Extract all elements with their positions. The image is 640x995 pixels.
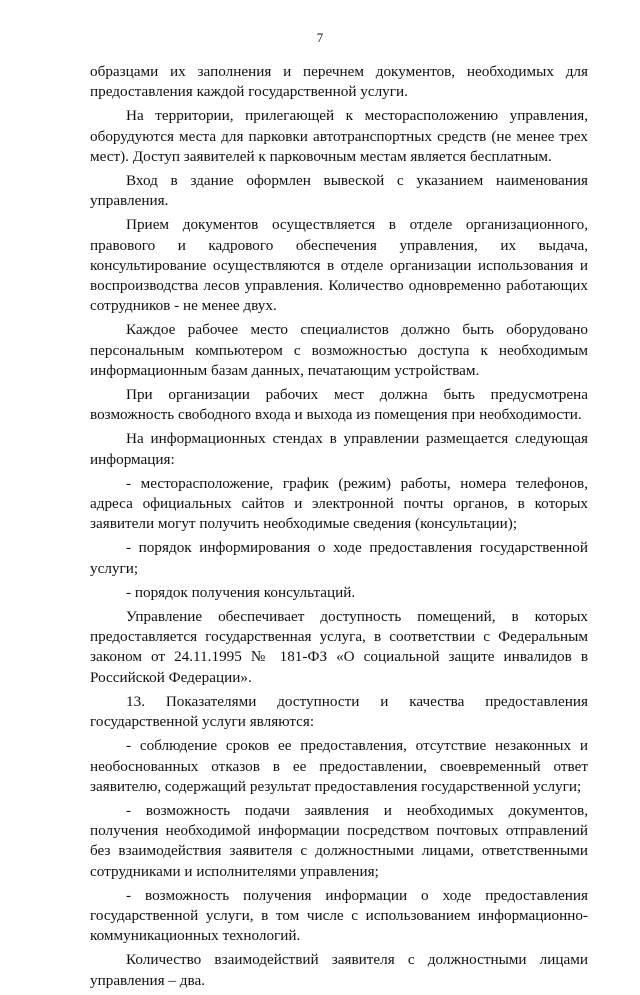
paragraph-document-intake: Прием документов осуществляется в отделе организационного, правового и кадрового обеспечения управления, их выдача, консультирование осуществляются в отделе организации использования и воспроизводства лесов управления. Количество одновременно работающих сотрудников - не менее двух. bbox=[90, 216, 588, 315]
paragraph-interactions-count: Количество взаимодействий заявителя с должностными лицами управления – два. bbox=[90, 951, 588, 989]
list-item-postal-submission: - возможность подачи заявления и необходимых документов, получения необходимой информации посредством почтовых отправлений без взаимодействия заявителя с должностными лицами, ответственными сотрудниками и исполнителями управления; bbox=[90, 801, 588, 880]
list-item-status-information: - возможность получения информации о ходе предоставления государственной услуги, в том числе с использованием информационно-коммуникационных технологий. bbox=[90, 886, 588, 945]
paragraph-workplaces: Каждое рабочее место специалистов должно быть оборудовано персональным компьютером с возможностью доступа к необходимым информационным базам данных, печатающим устройствам. bbox=[90, 321, 588, 379]
paragraph-workplace-access: При организации рабочих мест должна быть предусмотрена возможность свободного входа и выхода из помещения при необходимости. bbox=[90, 386, 588, 424]
list-item-location-schedule: - месторасположение, график (режим) работы, номера телефонов, адреса официальных сайтов и электронной почты органов, в которых заявители могут получить необходимые сведения (консультации); bbox=[90, 474, 588, 533]
page-number: 7 bbox=[316, 30, 324, 45]
list-item-deadlines: - соблюдение сроков ее предоставления, отсутствие незаконных и необоснованных отказов в ее предоставлении, своевременный ответ заявителю, содержащий результат предоставления государственной услуги; bbox=[90, 737, 588, 795]
paragraph-info-stands: На информационных стендах в управлении размещается следующая информация: bbox=[90, 430, 588, 468]
paragraph-section-13: 13. Показателями доступности и качества предоставления государственной услуги являются: bbox=[90, 692, 588, 731]
paragraph-accessibility: Управление обеспечивает доступность помещений, в которых предоставляется государственная услуга, в соответствии с Федеральным законом от 24.11.1995 № 181-ФЗ «О социальной защите инвалидов в Российской Федерации». bbox=[90, 608, 588, 686]
document-body bbox=[90, 62, 588, 995]
paragraph-entrance: Вход в здание оформлен вывеской с указанием наименования управления. bbox=[90, 172, 588, 210]
list-item-consultation-procedure: - порядок получения консультаций. bbox=[126, 583, 356, 601]
paragraph-parking: На территории, прилегающей к месторасположению управления, оборудуются места для парковки автотранспортных средств (не менее трех мест). Доступ заявителей к парковочным местам является бесплатным. bbox=[90, 107, 588, 165]
list-item-informing-procedure: - порядок информирования о ходе предоставления государственной услуги; bbox=[90, 539, 588, 577]
paragraph-continuation: образцами их заполнения и перечнем документов, необходимых для предоставления каждой государственной услуги. bbox=[90, 63, 588, 101]
